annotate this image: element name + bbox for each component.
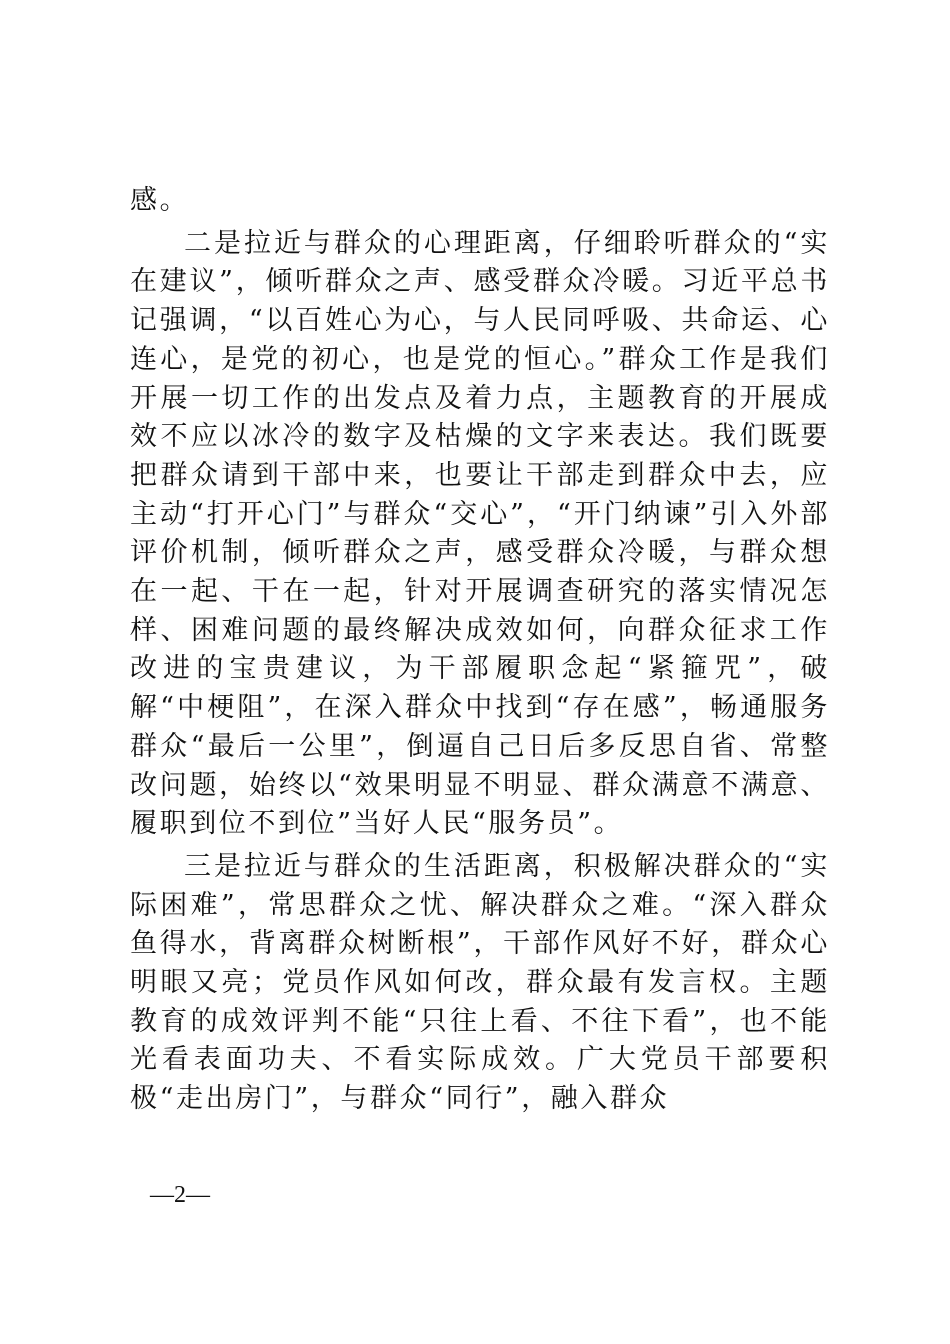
page-number: 2 (174, 1182, 186, 1208)
page-footer (150, 1182, 210, 1209)
paragraph-living-distance: 三是拉近与群众的生活距离，积极解决群众的“实际困难”，常思群众之忧、解决群众之难。“深入群众鱼得水，背离群众树断根”，干部作风好不好，群众心明眼又亮；党员作风如何改，群众最有发言权。主题教育的成效评判不能“只往上看、不往下看”，也不能光看表面功夫、不看实际成效。广大党员干部要积极“走出房门”，与群众“同行”，融入群众 (130, 850, 830, 1115)
body-text (130, 182, 830, 1119)
paragraph-psychological-distance: 二是拉近与群众的心理距离，仔细聆听群众的“实在建议”，倾听群众之声、感受群众冷暖。习近平总书记强调，“以百姓心为心，与人民同呼吸、共命运、心连心，是党的初心，也是党的恒心。”群众工作是我们开展一切工作的出发点及着力点，主题教育的开展成效不应以冰冷的数字及枯燥的文字来表达。我们既要把群众请到干部中来，也要让干部走到群众中去，应主动“打开心门”与群众“交心”，“开门纳谏”引入外部评价机制，倾听群众之声，感受群众冷暖，与群众想在一起、干在一起，针对开展调查研究的落实情况怎样、困难问题的最终解决成效如何，向群众征求工作改进的宝贵建议，为干部履职念起“紧箍咒”，破解“中梗阻”，在深入群众中找到“存在感”，畅通服务群众“最后一公里”，倒逼自己日后多反思自省、常整改问题，始终以“效果明显不明显、群众满意不满意、履职到位不到位”当好人民“服务员”。 (130, 227, 830, 840)
footer-dash-left: — (150, 1182, 174, 1208)
paragraph-continuation: 感。 (130, 185, 190, 216)
footer-dash-right: — (186, 1182, 210, 1208)
